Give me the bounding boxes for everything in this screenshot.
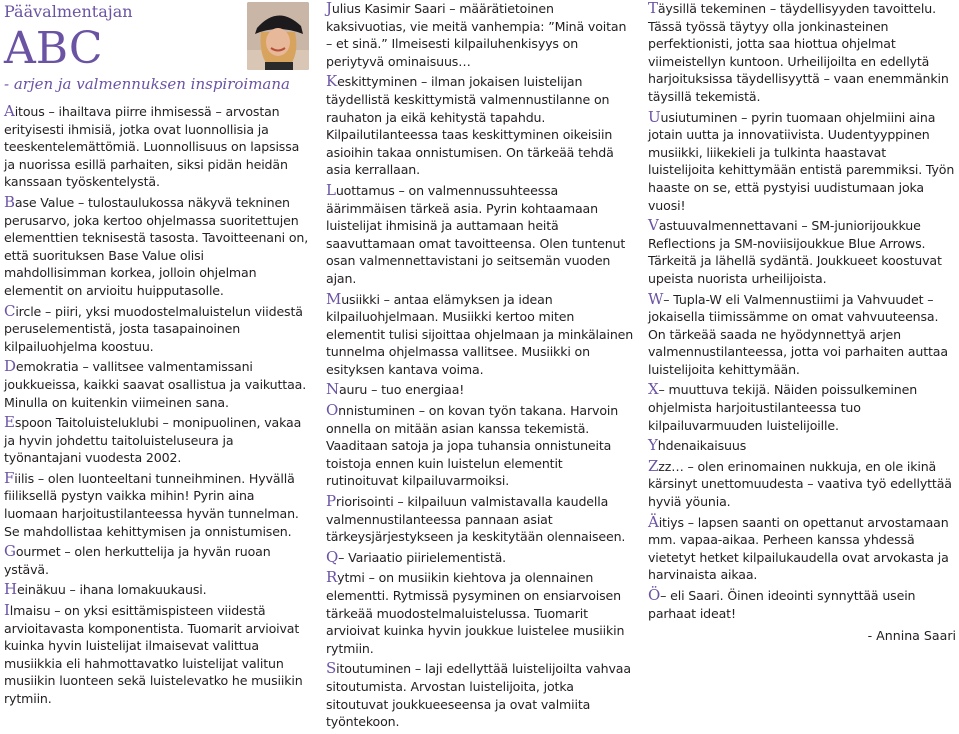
entry-p xyxy=(326,493,634,546)
entry-text: usiutuminen – pyrin tuomaan ohjelmiini aina jotain uutta ja innovatiivista. Uudentyyppinen musiikki, liikekieli ja tulkinta haastavat luistelijoita kehittymään entistä paremmiksi. Työn haaste on se, että pystyisi uudistumaan joka vuosi! xyxy=(648,109,955,213)
column-1 xyxy=(4,0,310,711)
entry-text: zz… – olen erinomainen nukkuja, en ole ikinä kärsinyt unettomuudesta – vaativa työ edellyttää hyviä yöunia. xyxy=(648,458,952,510)
entry-u xyxy=(648,109,956,215)
entry-initial: D xyxy=(4,357,16,376)
entry-text: nnistuminen – on kovan työn takana. Harvoin onnella on mitään asian kanssa tekemistä. Vaaditaan satoja ja jopa tuhansia onnistuneita toistoja ennen kuin luistelun elementit rutinoituvat kilpailuvarmoiksi. xyxy=(326,403,619,489)
entry-initial: H xyxy=(4,580,17,599)
entry-initial: Ö xyxy=(648,586,661,604)
entry-initial: N xyxy=(326,380,339,399)
entry-b xyxy=(4,194,310,300)
entry-initial: W xyxy=(648,289,664,308)
entry-g xyxy=(4,543,310,578)
page-subtitle: - arjen ja valmennuksen inspiroimana xyxy=(4,75,290,93)
entry-text: – muuttuva tekijä. Näiden poissulkeminen ohjelmista harjoitustilanteessa tuo kilpailuvarmuuden luistelijoille. xyxy=(648,382,918,433)
entry-text: ytmi – on musiikin kiehtova ja olennainen elementti. Rytmissä pysyminen on ensiarvoisen tärkeää muodostelmaluistelussa. Tuomarit arvioivat kuinka hyvin joukkue luistelee musiikin rytmiin. xyxy=(326,570,625,656)
entry-ä xyxy=(648,514,956,584)
entry-t xyxy=(648,0,956,106)
entry-initial: R xyxy=(326,568,338,587)
entry-text: uottamus – on valmennussuhteessa äärimmäisen tärkeä asia. Pyrin kohtaamaan luistelijat ihmisinä ja auttamaan heitä saavuttamaan omat tavoitteensa. Olen tuntenut osan valmennettavistani jo seitsemän vuoden ajan. xyxy=(326,182,626,286)
entry-text: itous – ihailtava piirre ihmisessä – arvostan erityisesti ihmisiä, jotka ovat luonnollisia ja teeskentelemättömiä. Luonnollisuus on lapsissa ja nuorissa esillä parhaiten, siksi pidän heidän kanssaan työskentelystä. xyxy=(4,104,300,190)
entry-a xyxy=(4,103,310,191)
entry-text: iilis – olen luonteeltani tunneihminen. Hyvällä fiiliksellä pystyn vaikka mihin! Pyrin aina luomaan harjoitustilanteessa hyvän tunnelman. Se mahdollistaa kehittymisen ja onnistumisen. xyxy=(4,470,299,539)
entry-y xyxy=(648,437,956,455)
entry-text: äysillä tekeminen – täydellisyyden tavoittelu. Tässä työssä täytyy olla jonkinasteinen perfektionisti, jotta saa hiottua ohjelmat viimeistellyn kuntoon. Urheilijoilta en edellytä harjoituksissa täydellisyyttä – vaan enemmänkin täysillä tekemistä. xyxy=(648,1,949,104)
entry-initial: C xyxy=(4,301,16,320)
entry-initial: Ä xyxy=(648,512,659,531)
entry-initial: Y xyxy=(648,436,658,455)
page-kicker: Päävalmentajan xyxy=(4,2,133,21)
entry-text: hdenaikaisuus xyxy=(657,438,747,454)
page-title: ABC xyxy=(4,23,103,74)
entry-initial: O xyxy=(326,401,339,420)
entry-initial: K xyxy=(326,72,338,91)
entry-c xyxy=(4,303,310,356)
entry-w xyxy=(648,291,956,379)
signature: - Annina Saari xyxy=(867,628,956,644)
entry-text: auru – tuo energiaa! xyxy=(338,382,465,398)
entry-initial: U xyxy=(648,107,661,126)
entry-text: ircle – piiri, yksi muodostelmaluistelun viidestä peruselementistä, josta tasapainoinen kilpailuohjelma koostuu. xyxy=(4,303,303,354)
entry-text: spoon Taitoluisteluklubi – monipuolinen, vakaa ja hyvin johdettu taitoluisteluseura ja työnantajani vuodesta 2002. xyxy=(4,415,302,466)
entry-initial: M xyxy=(326,289,342,308)
portrait-image xyxy=(247,2,309,70)
entry-f xyxy=(4,470,310,540)
entry-h xyxy=(4,581,310,599)
entry-text: ulius Kasimir Saari – määrätietoinen kaksivuotias, vie meitä vanhempia: ”Minä voitan – et sinä.” Ilmeisesti kilpailuhenkisyys on periytyvä ominaisuus… xyxy=(326,1,627,69)
entries-column-3 xyxy=(648,0,956,622)
entry-text: usiikki – antaa elämyksen ja idean kilpailuohjelmaan. Musiikki kertoo miten elementit tulisi sijoittaa ohjelmaan ja minkälainen tunnelma ohjelmassa vallitsee. Musiikki on esityksen kantava voima. xyxy=(326,291,634,377)
entry-j xyxy=(326,0,634,70)
entry-s xyxy=(326,660,634,730)
column-3 xyxy=(648,0,956,643)
entry-d xyxy=(4,358,310,411)
entry-text: lmaisu – on yksi esittämispisteen viidestä arvioitavasta komponentista. Tuomarit arvioivat kuinka hyvin luistelijat ilmaisevat valittua musiikkia eli hahmottavatko luistelijat valitun musiikin luonteen sekä luistelevatko he musiikin rytmiin. xyxy=(4,603,303,706)
entry-i xyxy=(4,602,310,708)
entry-initial: S xyxy=(326,659,337,678)
entry-initial: T xyxy=(648,0,658,17)
entry-text: ase Value – tulostaulukossa näkyvä tekninen perusarvo, joka kertoo ohjelmassa suoritettujen elementtien teknisestä tasosta. Tavoitteenani on, että suorituksen Base Value olisi mahdollisimman korkea, jolloin ohjelman elementit on arvioitu huipputasolle. xyxy=(4,194,309,298)
entries-column-2 xyxy=(326,0,634,731)
entry-r xyxy=(326,569,634,657)
column-2 xyxy=(326,0,634,734)
entry-l xyxy=(326,182,634,288)
entry-text: – Variaatio piirielementistä. xyxy=(338,549,507,565)
entry-text: einäkuu – ihana lomakuukausi. xyxy=(16,582,207,598)
entry-initial: A xyxy=(4,102,15,120)
entry-text: ourmet – olen herkuttelija ja hyvän ruoan ystävä. xyxy=(4,544,271,577)
entry-ö xyxy=(648,587,956,622)
entry-initial: I xyxy=(4,601,10,620)
entry-text: eskittyminen – ilman jokaisen luistelijan täydellistä keskittymistä valmennustilanne on rauhaton ja eikä kehitystä tapahdu. Kilpailutilanteessa taas keskittyminen oikeisiin asioihin takaa onnistumisen. On tärkeää tehdä asia kerrallaan. xyxy=(326,74,614,178)
entry-o xyxy=(326,402,634,490)
entries-column-1 xyxy=(4,103,310,708)
entry-initial: E xyxy=(4,413,15,432)
entry-initial: B xyxy=(4,192,15,211)
entry-initial: Z xyxy=(648,456,659,475)
entry-m xyxy=(326,291,634,379)
entry-text: – eli Saari. Öinen ideointi synnyttää usein parhaat ideat! xyxy=(648,588,916,621)
entry-initial: F xyxy=(4,468,15,487)
entry-q xyxy=(326,549,634,567)
entry-text: riorisointi – kilpailuun valmistavalla kaudella valmennustilanteessa pannaan asiat tärkeysjärjestykseen ja keskitytään olennaiseen. xyxy=(326,494,626,545)
entry-x xyxy=(648,381,956,434)
entry-text: itoutuminen – laji edellyttää luistelijoilta vahvaa sitoutumista. Arvostan luistelijoita, jotka sitoutuvat joukkueeseensa ja ovat valmiita työntekoon. xyxy=(326,661,631,730)
entry-text: emokratia – vallitsee valmentamissani joukkueissa, kaikki saavat osallistua ja vaikuttaa. Minulla on kuitenkin viimeinen sana. xyxy=(4,359,307,410)
entry-text: itiys – lapsen saanti on opettanut arvostamaan mm. vapaa-aikaa. Perheen kanssa yhdessä vietetyt hetket kilpailukaudella ovat arvokasta ja harvinaista aikaa. xyxy=(648,514,949,583)
entry-e xyxy=(4,414,310,467)
entry-initial: L xyxy=(326,180,336,199)
entry-initial: X xyxy=(648,380,659,399)
entry-n xyxy=(326,381,634,399)
entry-initial: J xyxy=(326,0,332,17)
entry-text: – Tupla-W eli Valmennustiimi ja Vahvuudet – jokaisella tiimissämme on omat vahvuuteensa. On tärkeää saada ne hyödynnettyä arjen valmennustilanteessa, jotta voi parhaiten auttaa luistelijoita kehittymään. xyxy=(648,291,948,377)
entry-v xyxy=(648,217,956,287)
entry-k xyxy=(326,73,634,179)
entry-initial: G xyxy=(4,542,16,561)
entry-text: astuuvalmennettavani – SM-juniorijoukkue Reflections ja SM-noviisijoukkue Blue Arrows. Tärkeitä ja lähellä sydäntä. Joukkueet koostuvat upeista nuorista urheilijoista. xyxy=(648,218,942,286)
entry-initial: Q xyxy=(326,547,339,566)
entry-initial: V xyxy=(648,216,659,235)
entry-initial: P xyxy=(326,492,336,511)
author-photo xyxy=(247,2,309,70)
entry-z xyxy=(648,458,956,511)
